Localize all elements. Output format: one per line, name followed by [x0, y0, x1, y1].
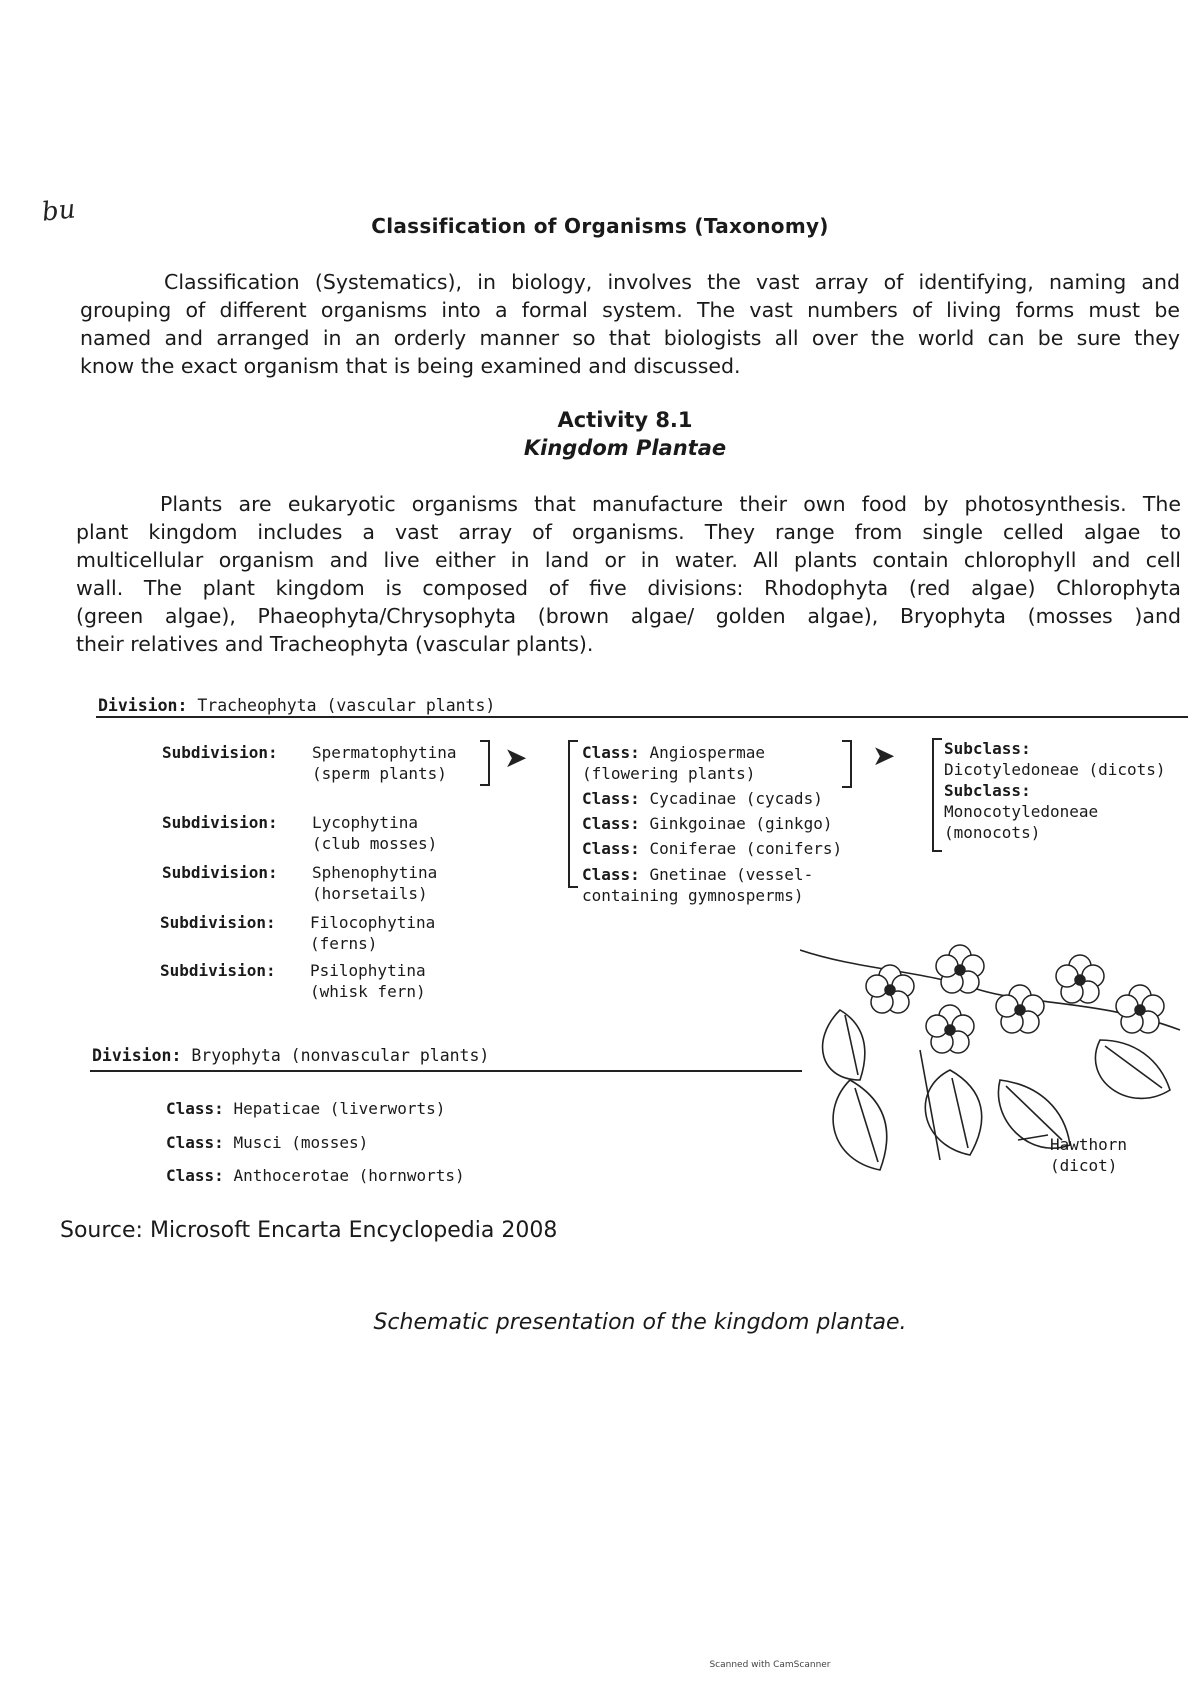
- bracket: [842, 740, 852, 788]
- bracket: [480, 740, 490, 786]
- class-label: Class:: [582, 743, 640, 762]
- subdivision-label: Subdivision:: [160, 961, 276, 980]
- source-text: Source: Microsoft Encarta Encyclopedia 2008: [60, 1218, 558, 1243]
- subdivision-name: Sphenophytina: [312, 863, 438, 882]
- activity-name: Kingdom Plantae: [523, 436, 727, 460]
- plants-line: their relatives and Tracheophyta (vascular plants).: [76, 632, 594, 656]
- class-name: Anthocerotae (hornworts): [233, 1166, 465, 1185]
- class-label: Class:: [582, 789, 640, 808]
- subdivision-name: Spermatophytina: [312, 743, 457, 762]
- class-row: [582, 742, 765, 784]
- plants-line: Plants are eukaryotic organisms that manufacture their own food by photosynthesis. The: [160, 492, 1181, 516]
- division-tracheophyta-heading: [98, 696, 495, 715]
- activity-number: Activity 8.1: [557, 408, 693, 432]
- handwritten-note: bu: [40, 194, 77, 228]
- division-bryophyta-heading: [92, 1046, 489, 1065]
- class-label: Class:: [166, 1133, 224, 1152]
- division-label: Division:: [92, 1046, 182, 1065]
- class-name: Hepaticae (liverworts): [233, 1099, 446, 1118]
- class-row: [582, 838, 842, 859]
- subdivision-common: (ferns): [310, 934, 378, 953]
- class-name: Coniferae (conifers): [649, 839, 843, 858]
- class-name: Gnetinae (vessel-: [649, 865, 814, 884]
- scanner-watermark: Scanned with CamScanner: [709, 1660, 831, 1670]
- subclass-name: Dicotyledoneae (dicots): [944, 760, 1166, 779]
- class-label: Class:: [582, 865, 640, 884]
- plants-line: multicellular organism and live either in land or in water. All plants contain chlorophyll and cell: [76, 548, 1181, 572]
- class-common: containing gymnosperms): [582, 886, 804, 905]
- subdivision-label: Subdivision:: [160, 913, 276, 932]
- class-name: Cycadinae (cycads): [649, 789, 823, 808]
- subclass-row: [944, 738, 1166, 780]
- class-row: [582, 788, 823, 809]
- plants-line: plant kingdom includes a vast array of organisms. They range from single celled algae to: [76, 520, 1181, 544]
- arrow-right-icon: ➤: [872, 739, 896, 772]
- subdivision-name: Psilophytina: [310, 961, 426, 980]
- subdivision-common: (club mosses): [312, 834, 438, 853]
- arrow-right-icon: ➤: [504, 741, 528, 774]
- subdivision-label: Subdivision:: [162, 863, 278, 882]
- hawthorn-label: [1050, 1134, 1127, 1176]
- plants-paragraph: [76, 490, 1181, 658]
- class-row: [166, 1098, 445, 1119]
- class-label: Class:: [582, 814, 640, 833]
- subclass-name: Monocotyledoneae: [944, 802, 1099, 821]
- subdivision-common: (whisk fern): [310, 982, 426, 1001]
- bracket: [932, 738, 942, 852]
- class-common: (flowering plants): [582, 764, 756, 783]
- bracket: [568, 740, 578, 888]
- class-name: Ginkgoinae (ginkgo): [649, 814, 833, 833]
- plants-line: wall. The plant kingdom is composed of five divisions: Rhodophyta (red algae) Chlorophyta: [76, 576, 1181, 600]
- class-label: Class:: [582, 839, 640, 858]
- intro-line: know the exact organism that is being examined and discussed.: [80, 354, 741, 378]
- intro-line: Classification (Systematics), in biology, involves the vast array of identifying, naming and: [164, 270, 1180, 294]
- subclass-common: (monocots): [944, 823, 1041, 842]
- intro-paragraph: [80, 268, 1180, 380]
- subclass-label: Subclass:: [944, 781, 1031, 800]
- subdivision-label: Subdivision:: [162, 743, 278, 762]
- division-rule: [90, 1070, 802, 1072]
- class-label: Class:: [166, 1099, 224, 1118]
- subclass-label: Subclass:: [944, 739, 1031, 758]
- class-row: [582, 813, 832, 834]
- hawthorn-label-line2: (dicot): [1050, 1156, 1118, 1175]
- hawthorn-illustration: [800, 930, 1190, 1180]
- page-title: Classification of Organisms (Taxonomy): [371, 214, 829, 238]
- division-rule: [96, 716, 1188, 718]
- subdivision-name: Lycophytina: [312, 813, 418, 832]
- class-row: [166, 1132, 368, 1153]
- division-label: Division:: [98, 696, 188, 715]
- class-row: [582, 864, 813, 906]
- hawthorn-label-line1: Hawthorn: [1050, 1135, 1128, 1154]
- subdivision-name: Filocophytina: [310, 913, 436, 932]
- subdivision-common: (sperm plants): [312, 764, 447, 783]
- class-name: Musci (mosses): [233, 1133, 369, 1152]
- division-name: Bryophyta (nonvascular plants): [191, 1046, 490, 1065]
- class-row: [166, 1165, 465, 1186]
- subclass-row: [944, 780, 1098, 843]
- division-name: Tracheophyta (vascular plants): [197, 696, 496, 715]
- class-name: Angiospermae: [649, 743, 766, 762]
- subdivision-common: (horsetails): [312, 884, 428, 903]
- subdivision-label: Subdivision:: [162, 813, 278, 832]
- intro-line: named and arranged in an orderly manner so that biologists all over the world can be sure they: [80, 326, 1180, 350]
- intro-line: grouping of different organisms into a formal system. The vast numbers of living forms must be: [80, 298, 1180, 322]
- figure-caption: Schematic presentation of the kingdom plantae.: [373, 1310, 907, 1335]
- class-label: Class:: [166, 1166, 224, 1185]
- plants-line: (green algae), Phaeophyta/Chrysophyta (brown algae/ golden algae), Bryophyta (mosses )and: [76, 604, 1181, 628]
